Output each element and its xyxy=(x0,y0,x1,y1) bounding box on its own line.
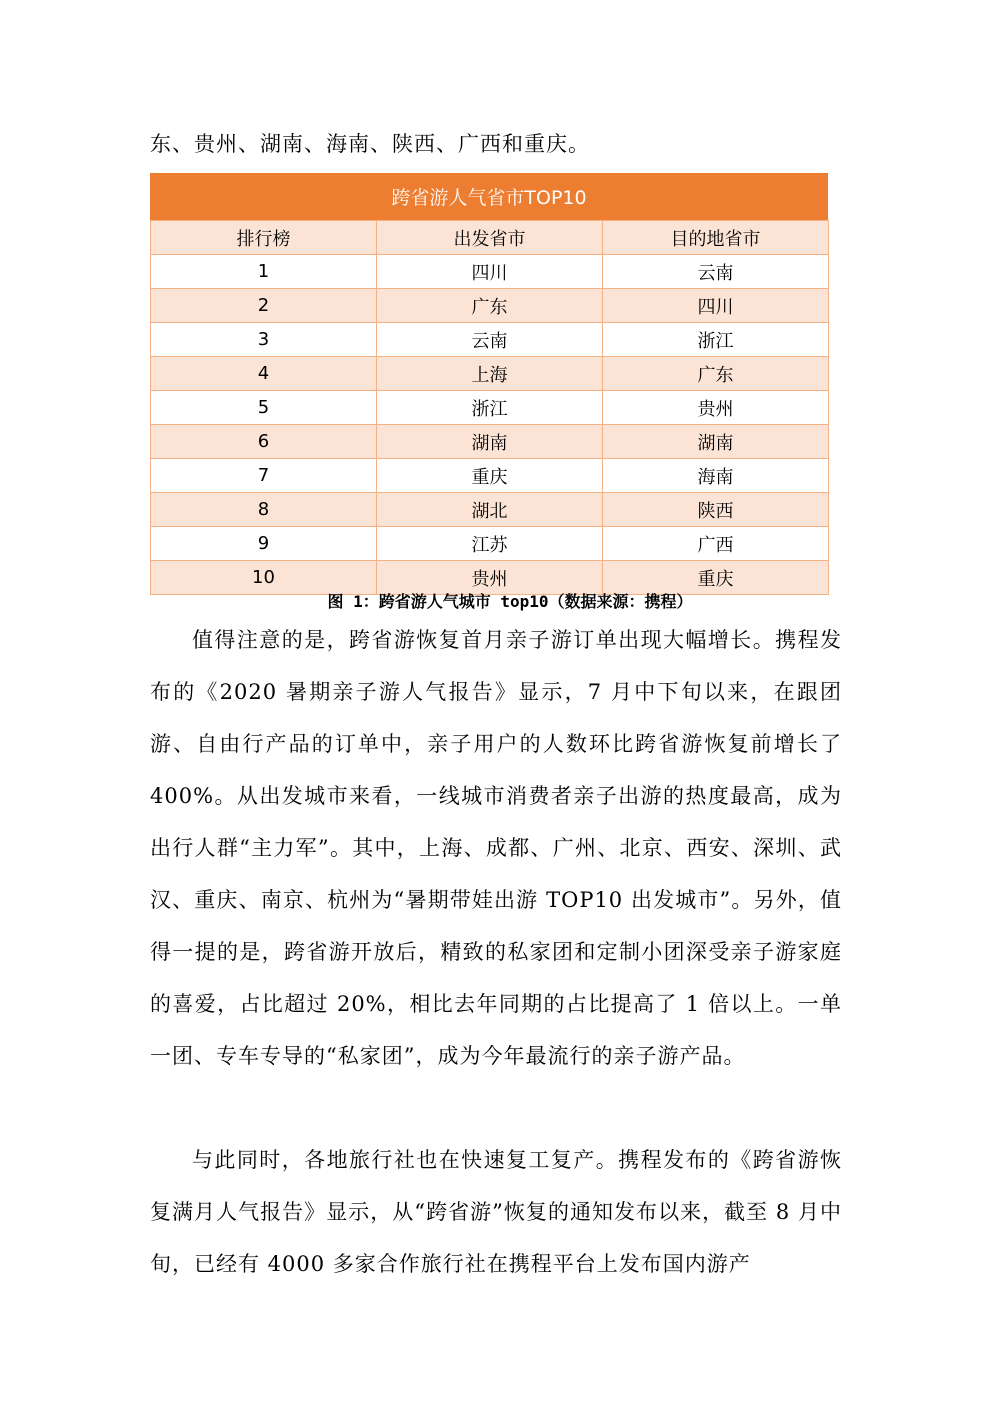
cell-rank: 5 xyxy=(151,391,377,425)
cell-destination: 广西 xyxy=(603,527,829,561)
paragraph-family-travel: 值得注意的是，跨省游恢复首月亲子游订单出现大幅增长。携程发布的《2020 暑期亲子游人气报告》显示，7 月中下旬以来，在跟团游、自由行产品的订单中，亲子用户的人数环比跨省游恢复前增长了 400%。从出发城市来看，一线城市消费者亲子出游的热度最高，成为出行人群“主力军”。其中，上海、成都、广州、北京、西安、深圳、武汉、重庆、南京、杭州为“暑期带娃出游 TOP10 出发城市”。另外，值得一提的是，跨省游开放后，精致的私家团和定制小团深受亲子游家庭的喜爱，占比超过 20%，相比去年同期的占比提高了 1 倍以上。一单一团、专车专导的“私家团”，成为今年最流行的亲子游产品。 xyxy=(150,628,842,1068)
cell-rank: 9 xyxy=(151,527,377,561)
cell-destination: 重庆 xyxy=(603,561,829,595)
table-row xyxy=(151,493,829,527)
cell-origin: 广东 xyxy=(377,289,603,323)
cell-origin: 上海 xyxy=(377,357,603,391)
cell-rank: 10 xyxy=(151,561,377,595)
cell-rank: 3 xyxy=(151,323,377,357)
cell-destination: 四川 xyxy=(603,289,829,323)
table-row xyxy=(151,425,829,459)
cell-destination: 贵州 xyxy=(603,391,829,425)
cell-destination: 浙江 xyxy=(603,323,829,357)
header-rank: 排行榜 xyxy=(151,221,377,255)
cell-destination: 湖南 xyxy=(603,425,829,459)
cell-origin: 四川 xyxy=(377,255,603,289)
cell-rank: 6 xyxy=(151,425,377,459)
table-row xyxy=(151,357,829,391)
cell-origin: 湖南 xyxy=(377,425,603,459)
cell-rank: 2 xyxy=(151,289,377,323)
table-title: 跨省游人气省市TOP10 xyxy=(150,173,828,220)
table-row xyxy=(151,289,829,323)
paragraph-travel-agencies: 与此同时，各地旅行社也在快速复工复产。携程发布的《跨省游恢复满月人气报告》显示，从“跨省游”恢复的通知发布以来，截至 8 月中旬，已经有 4000 多家合作旅行社在携程平台上发布国内游产 xyxy=(150,1148,842,1276)
table-row xyxy=(151,527,829,561)
figure-caption: 图 1：跨省游人气城市 top10（数据来源：携程） xyxy=(327,592,693,611)
table-row xyxy=(151,459,829,493)
cell-rank: 8 xyxy=(151,493,377,527)
table-row xyxy=(151,391,829,425)
cell-destination: 广东 xyxy=(603,357,829,391)
cell-destination: 云南 xyxy=(603,255,829,289)
header-destination: 目的地省市 xyxy=(603,221,829,255)
cell-origin: 湖北 xyxy=(377,493,603,527)
cell-rank: 1 xyxy=(151,255,377,289)
cell-origin: 重庆 xyxy=(377,459,603,493)
header-origin: 出发省市 xyxy=(377,221,603,255)
cell-origin: 浙江 xyxy=(377,391,603,425)
table-row xyxy=(151,255,829,289)
cell-rank: 4 xyxy=(151,357,377,391)
cell-origin: 江苏 xyxy=(377,527,603,561)
table-header-row xyxy=(151,221,829,255)
cell-origin: 贵州 xyxy=(377,561,603,595)
cell-destination: 海南 xyxy=(603,459,829,493)
cell-rank: 7 xyxy=(151,459,377,493)
table-row xyxy=(151,323,829,357)
cell-origin: 云南 xyxy=(377,323,603,357)
ranking-table xyxy=(150,173,828,595)
cell-destination: 陕西 xyxy=(603,493,829,527)
lead-text-line: 东、贵州、湖南、海南、陕西、广西和重庆。 xyxy=(150,132,590,156)
ranking-grid xyxy=(150,220,829,595)
